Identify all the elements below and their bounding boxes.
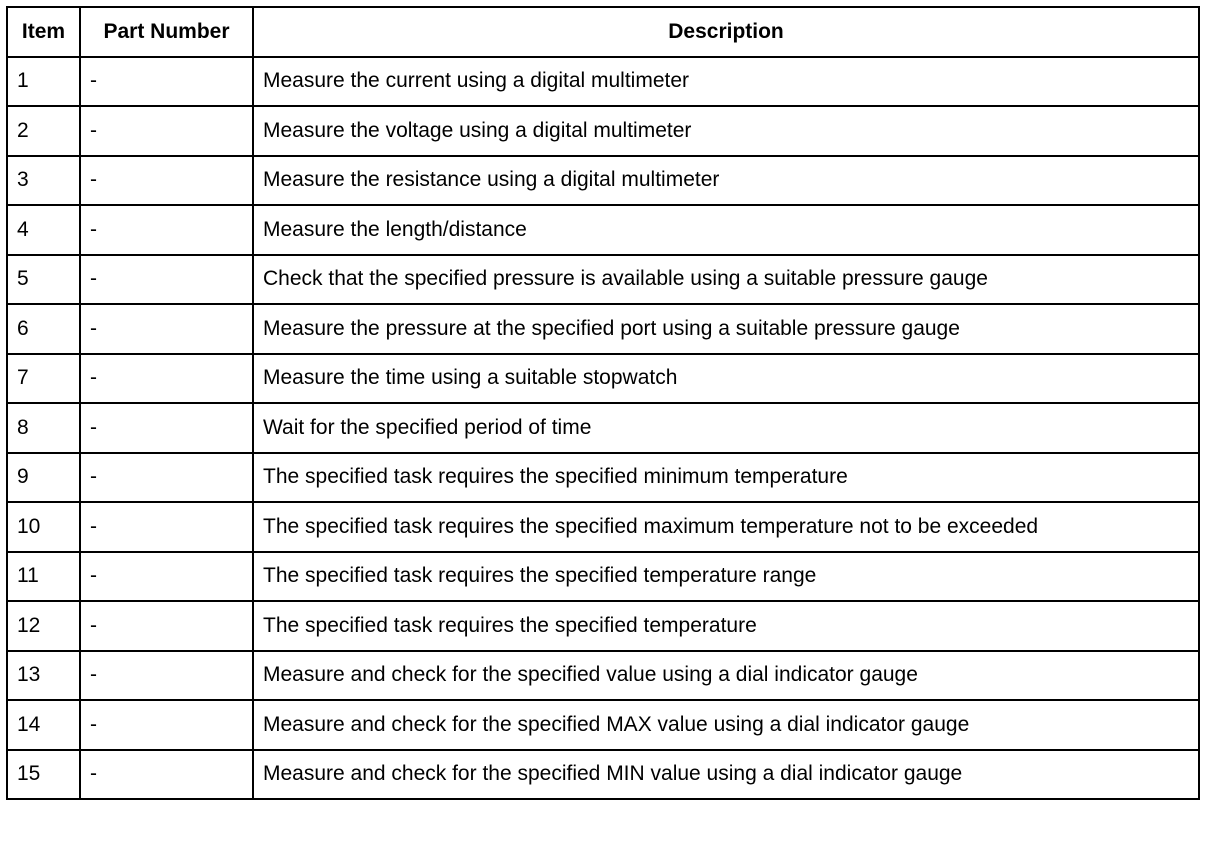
cell-part-number: - — [80, 700, 253, 750]
cell-item: 3 — [7, 156, 80, 206]
table-row — [7, 552, 1199, 602]
cell-part-number: - — [80, 552, 253, 602]
table-row — [7, 106, 1199, 156]
header-part-number: Part Number — [80, 7, 253, 57]
table-row — [7, 57, 1199, 107]
cell-item: 11 — [7, 552, 80, 602]
cell-description: Measure the time using a suitable stopwatch — [253, 354, 1199, 404]
cell-description: Measure and check for the specified MAX value using a dial indicator gauge — [253, 700, 1199, 750]
cell-description: The specified task requires the specified minimum temperature — [253, 453, 1199, 503]
cell-item: 1 — [7, 57, 80, 107]
cell-description: Measure the voltage using a digital multimeter — [253, 106, 1199, 156]
header-description: Description — [253, 7, 1199, 57]
table-row — [7, 255, 1199, 305]
cell-item: 9 — [7, 453, 80, 503]
cell-description: Measure the pressure at the specified port using a suitable pressure gauge — [253, 304, 1199, 354]
header-row — [7, 7, 1199, 57]
cell-part-number: - — [80, 304, 253, 354]
cell-item: 8 — [7, 403, 80, 453]
cell-item: 10 — [7, 502, 80, 552]
cell-part-number: - — [80, 205, 253, 255]
cell-description: The specified task requires the specified temperature range — [253, 552, 1199, 602]
cell-description: Measure the current using a digital multimeter — [253, 57, 1199, 107]
cell-item: 12 — [7, 601, 80, 651]
table-row — [7, 651, 1199, 701]
table-row — [7, 304, 1199, 354]
cell-item: 14 — [7, 700, 80, 750]
cell-item: 15 — [7, 750, 80, 800]
table-row — [7, 205, 1199, 255]
cell-part-number: - — [80, 651, 253, 701]
table-row — [7, 354, 1199, 404]
cell-part-number: - — [80, 57, 253, 107]
table-row — [7, 700, 1199, 750]
cell-description: The specified task requires the specified maximum temperature not to be exceeded — [253, 502, 1199, 552]
cell-item: 4 — [7, 205, 80, 255]
cell-description: The specified task requires the specified temperature — [253, 601, 1199, 651]
cell-description: Measure and check for the specified value using a dial indicator gauge — [253, 651, 1199, 701]
table-row — [7, 453, 1199, 503]
table-row — [7, 156, 1199, 206]
cell-item: 6 — [7, 304, 80, 354]
table-row — [7, 403, 1199, 453]
cell-description: Measure the length/distance — [253, 205, 1199, 255]
table-row — [7, 601, 1199, 651]
cell-item: 5 — [7, 255, 80, 305]
cell-part-number: - — [80, 156, 253, 206]
cell-description: Measure and check for the specified MIN value using a dial indicator gauge — [253, 750, 1199, 800]
cell-part-number: - — [80, 453, 253, 503]
cell-part-number: - — [80, 354, 253, 404]
cell-part-number: - — [80, 106, 253, 156]
cell-description: Wait for the specified period of time — [253, 403, 1199, 453]
header-item: Item — [7, 7, 80, 57]
cell-item: 13 — [7, 651, 80, 701]
cell-part-number: - — [80, 255, 253, 305]
cell-part-number: - — [80, 750, 253, 800]
cell-item: 7 — [7, 354, 80, 404]
cell-description: Check that the specified pressure is available using a suitable pressure gauge — [253, 255, 1199, 305]
table-row — [7, 502, 1199, 552]
reference-table — [6, 6, 1200, 800]
cell-part-number: - — [80, 601, 253, 651]
cell-part-number: - — [80, 502, 253, 552]
cell-part-number: - — [80, 403, 253, 453]
cell-item: 2 — [7, 106, 80, 156]
table-row — [7, 750, 1199, 800]
cell-description: Measure the resistance using a digital multimeter — [253, 156, 1199, 206]
